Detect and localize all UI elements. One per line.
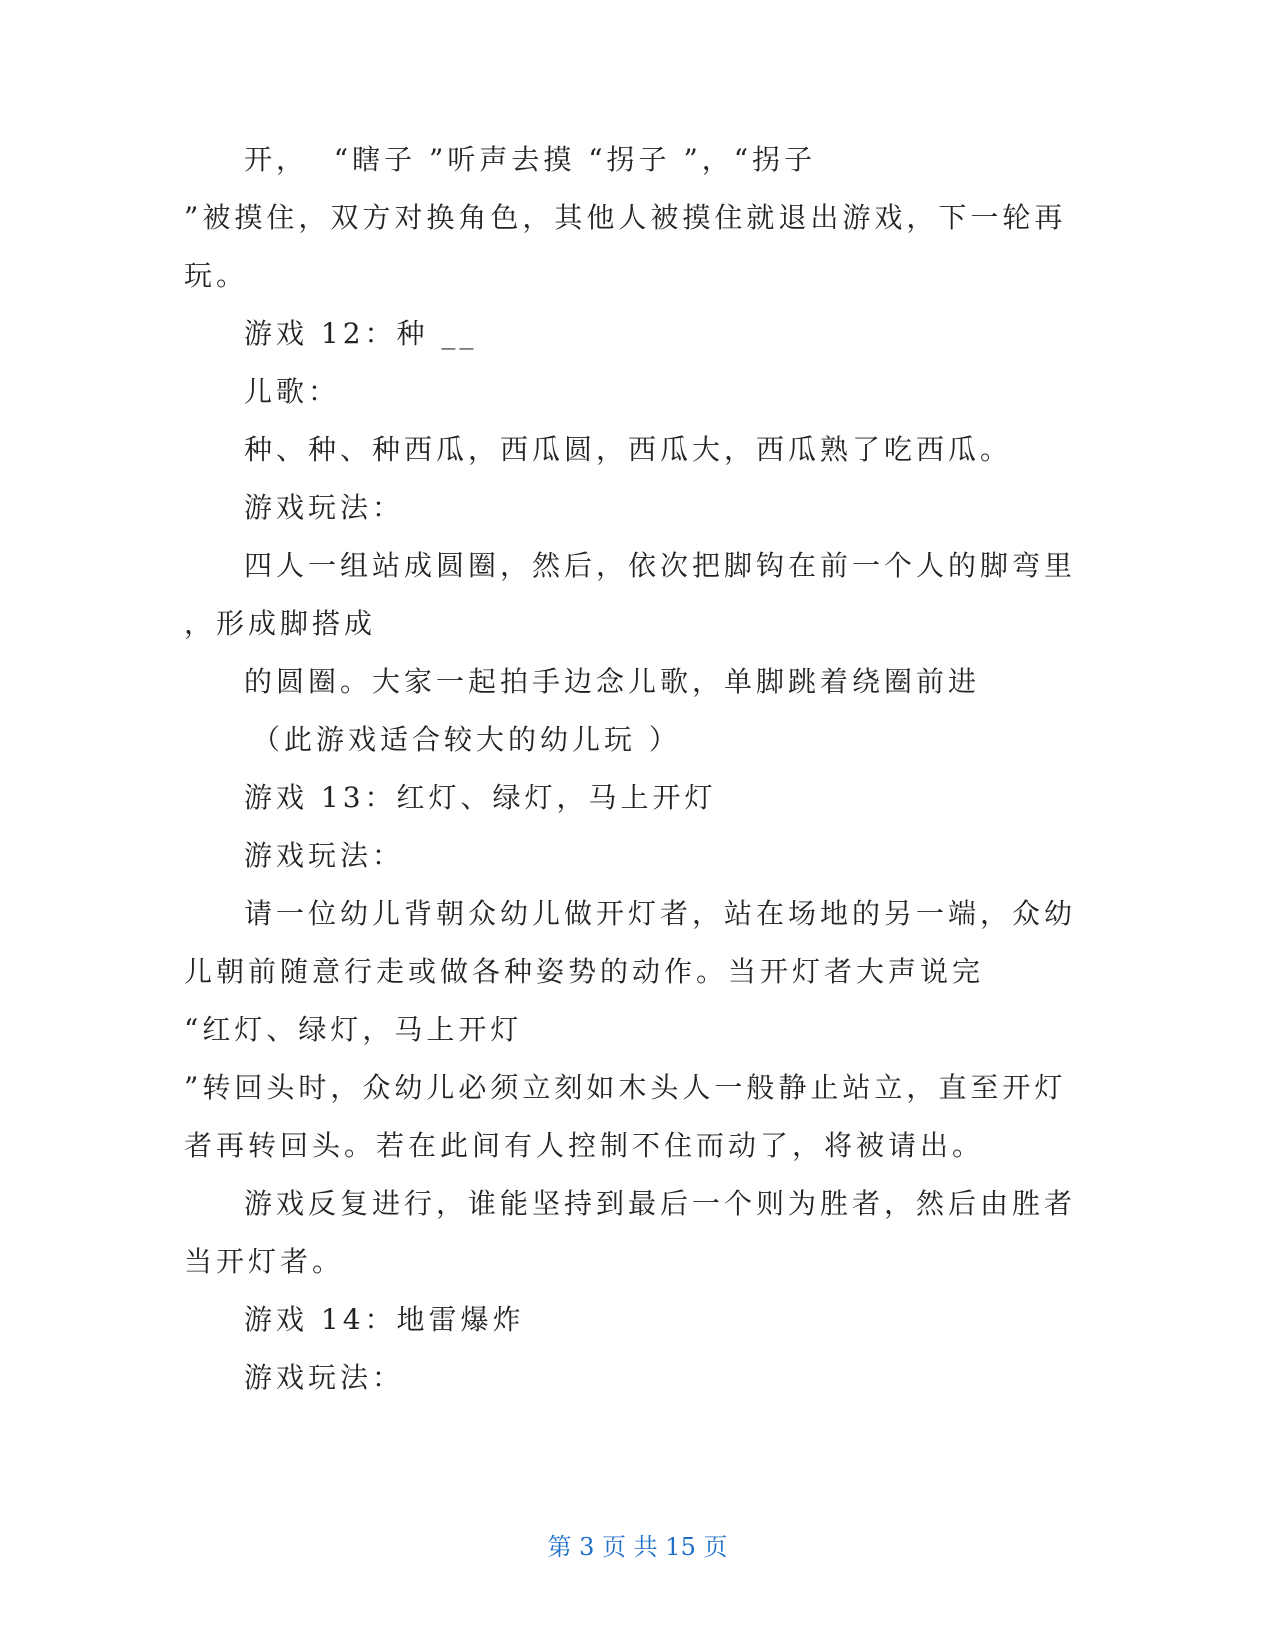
text-line: 开， “瞎子 ”听声去摸 “拐子 ”，“拐子 xyxy=(244,143,817,176)
text-line: 游戏玩法： xyxy=(244,839,405,872)
page-number-footer: 第 3 页 共 15 页 xyxy=(547,1533,728,1561)
text-line: ”转回头时，众幼儿必须立刻如木头人一般静止站立，直至开灯 xyxy=(184,1071,1067,1104)
text-line: 游戏反复进行，谁能坚持到最后一个则为胜者，然后由胜者 xyxy=(244,1187,1077,1220)
text-line: 儿歌： xyxy=(244,375,341,408)
text-line: 儿朝前随意行走或做各种姿势的动作。当开灯者大声说完 xyxy=(184,955,985,988)
game-heading: 游戏 13：红灯、绿灯，马上开灯 xyxy=(244,781,717,814)
text-line: 请一位幼儿背朝众幼儿做开灯者，站在场地的另一端，众幼 xyxy=(244,897,1077,930)
game-heading: 游戏 14：地雷爆炸 xyxy=(244,1303,525,1336)
text-line: 游戏玩法： xyxy=(244,1361,405,1394)
text-line: 种、种、种西瓜，西瓜圆，西瓜大，西瓜熟了吃西瓜。 xyxy=(244,433,1013,466)
text-line: 游戏玩法： xyxy=(244,491,405,524)
text-line: 四人一组站成圆圈，然后，依次把脚钩在前一个人的脚弯里 xyxy=(244,549,1077,582)
game-heading: 游戏 12：种 __ xyxy=(244,317,478,350)
text-line: 者再转回头。若在此间有人控制不住而动了，将被请出。 xyxy=(184,1129,985,1162)
text-line: ”被摸住，双方对换角色，其他人被摸住就退出游戏，下一轮再 xyxy=(184,201,1067,234)
text-line: 当开灯者。 xyxy=(184,1245,345,1278)
text-line: 的圆圈。大家一起拍手边念儿歌，单脚跳着绕圈前进 xyxy=(244,665,981,698)
text-line: 玩。 xyxy=(184,259,249,292)
text-line: （此游戏适合较大的幼儿玩 ） xyxy=(252,723,681,756)
text-line: “红灯、绿灯，马上开灯 xyxy=(184,1013,523,1046)
text-line: ，形成脚搭成 xyxy=(184,607,377,640)
